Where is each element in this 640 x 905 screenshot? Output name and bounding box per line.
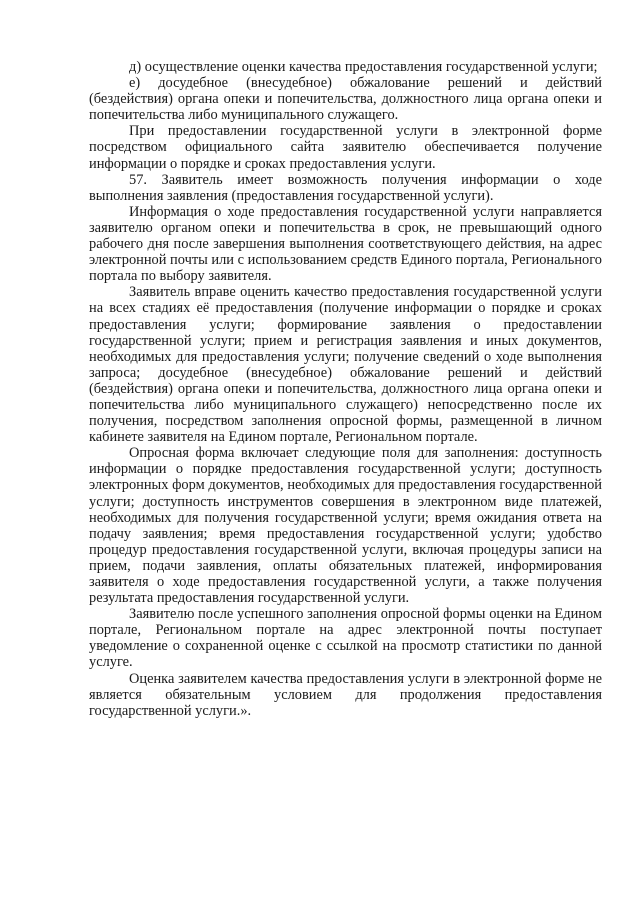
paragraph-status-notification: Информация о ходе предоставления государственной услуги направляется заявителю органом опеки и попечительства в срок, не превышающий одного рабочего дня после завершения выполнения соответствующего действия, на адрес электронной почты или с использованием средств Единого портала, Регионального портала по выбору заявителя. bbox=[89, 203, 602, 285]
document-page bbox=[89, 59, 602, 719]
paragraph-e-pretrial-appeal: е) досудебное (внесудебное) обжалование решений и действий (бездействия) органа опеки и попечительства, должностного лица органа опеки и попечительства либо муниципального служащего. bbox=[89, 75, 602, 124]
paragraph-57-application-status: 57. Заявитель имеет возможность получения информации о ходе выполнения заявления (предоставления государственной услуги). bbox=[89, 171, 602, 204]
paragraph-notification-after-survey: Заявителю после успешного заполнения опросной формы оценки на Едином портале, Региональном портале на адрес электронной почты поступает уведомление о сохраненной оценке с ссылкой на просмотр статистики по данной услуге. bbox=[89, 606, 602, 671]
paragraph-survey-form-fields: Опросная форма включает следующие поля для заполнения: доступность информации о порядке предоставления государственной услуги; доступность электронных форм документов, необходимых для предоставления государственной услуги; доступность инструментов совершения в электронном виде платежей, необходимых для получения государственной услуги; время ожидания ответа на подачу заявления; время предоставления государственной услуги; удобство процедур предоставления государственной услуги, включая процедуры записи на прием, подачи заявления, оплаты обязательных платежей, информирования заявителя о ходе предоставления государственной услуги, а также получения результата предоставления государственной услуги. bbox=[89, 445, 602, 607]
paragraph-quality-evaluation-right: Заявитель вправе оценить качество предоставления государственной услуги на всех стадиях её предоставления (получение информации о порядке и сроках предоставления услуги; формирование заявления о предоставлении государственной услуги; прием и регистрация заявления и иных документов, необходимых для предоставления услуги; получение сведений о ходе выполнения запроса; досудебное (внесудебное) обжалование решений и действий (бездействия) органа опеки и попечительства, должностного лица органа опеки и попечительства либо муниципального служащего) непосредственно после их получения, посредством заполнения опросной формы, размещенной в личном кабинете заявителя на Едином портале, Региональном портале. bbox=[89, 284, 602, 446]
paragraph-evaluation-not-mandatory: Оценка заявителем качества предоставления услуги в электронной форме не является обязательным условием для продолжения предоставления государственной услуги.». bbox=[89, 670, 602, 719]
paragraph-electronic-form-info: При предоставлении государственной услуги в электронной форме посредством официального сайта заявителю обеспечивается получение информации о порядке и сроках предоставления услуги. bbox=[89, 123, 602, 172]
paragraph-d-quality-assessment: д) осуществление оценки качества предоставления государственной услуги; bbox=[129, 59, 598, 75]
